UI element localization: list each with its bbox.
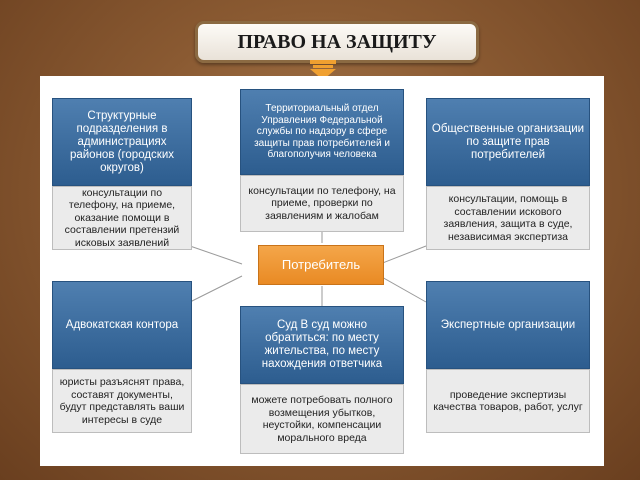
node-head-court: Суд В суд можно обратиться: по месту жительства, по месту нахождения ответчика bbox=[240, 306, 404, 384]
node-head-territorial-department: Территориальный отдел Управления Федеральной службы по надзору в сфере защиты прав потребителей и благополучия человека bbox=[240, 89, 404, 175]
node-head-expert-organizations: Экспертные организации bbox=[426, 281, 590, 369]
node-head-law-office: Адвокатская контора bbox=[52, 281, 192, 369]
node-head-structural-units: Структурные подразделения в администрациях районов (городских округов) bbox=[52, 98, 192, 186]
node-body-public-organizations: консультации, помощь в составлении искового заявления, защита в суде, независимая экспертиза bbox=[426, 186, 590, 250]
center-node-consumer: Потребитель bbox=[258, 245, 384, 285]
node-body-law-office: юристы разъяснят права, составят документы, будут представлять ваши интересы в суде bbox=[52, 369, 192, 433]
node-body-structural-units: консультации по телефону, на приеме, оказание помощи в составлении претензий исковых заявлений bbox=[52, 186, 192, 250]
diagram-panel bbox=[40, 76, 604, 466]
node-body-territorial-department: консультации по телефону, на приеме, проверки по заявлениям и жалобам bbox=[240, 175, 404, 232]
node-body-expert-organizations: проведение экспертизы качества товаров, работ, услуг bbox=[426, 369, 590, 433]
slide-title: ПРАВО НА ЗАЩИТУ bbox=[195, 21, 479, 63]
node-body-court: можете потребовать полного возмещения убытков, неустойки, компенсации морального вреда bbox=[240, 384, 404, 454]
node-head-public-organizations: Общественные организации по защите прав потребителей bbox=[426, 98, 590, 186]
